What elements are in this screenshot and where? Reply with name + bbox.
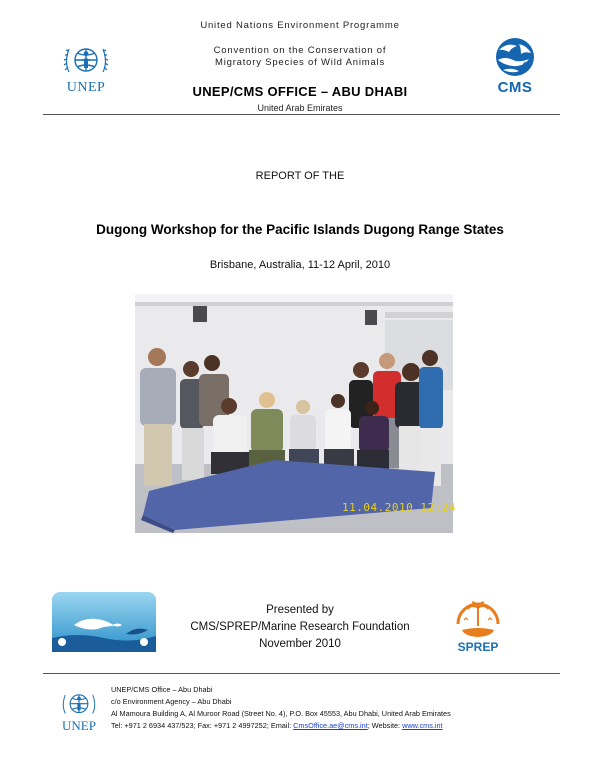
header-convention-line2: Migratory Species of Wild Animals <box>214 57 385 68</box>
report-of-label: REPORT OF THE <box>255 170 345 182</box>
report-title: Dugong Workshop for the Pacific Islands Dugong Range States <box>96 222 504 237</box>
presenting-organizations: CMS/SPREP/Marine Research Foundation <box>190 621 410 633</box>
footer-website-link[interactable]: www.cms.int <box>402 721 443 730</box>
footer-agency: c/o Environment Agency – Abu Dhabi <box>111 697 232 706</box>
footer-contact <box>111 721 443 730</box>
header-country: United Arab Emirates <box>257 103 343 113</box>
header-convention-line1: Convention on the Conservation of <box>213 45 387 56</box>
report-date: November 2010 <box>259 638 341 650</box>
footer-contact-prefix: Tel: +971 2 6934 437/523; Fax: +971 2 4997252; Email: <box>111 721 294 730</box>
header-organization: United Nations Environment Programme <box>200 20 400 31</box>
footer-office: UNEP/CMS Office – Abu Dhabi <box>111 685 213 694</box>
header-office-title: UNEP/CMS OFFICE – ABU DHABI <box>192 84 408 99</box>
footer-divider <box>43 673 560 674</box>
report-location-date: Brisbane, Australia, 11-12 April, 2010 <box>209 259 391 271</box>
sprep-logo-text: SPREP <box>457 640 499 654</box>
footer-email-link[interactable]: CmsOffice.ae@cms.int <box>293 721 368 730</box>
photo-timestamp: 11.04.2010 12:24 <box>342 501 456 514</box>
cms-logo-text: CMS <box>497 79 533 96</box>
footer-address: Al Mamoura Building A, Al Muroor Road (Street No. 4), P.O. Box 45553, Abu Dhabi, United Arab Emirates <box>111 709 451 718</box>
presented-by-label: Presented by <box>266 604 334 616</box>
unep-logo-text: UNEP <box>66 80 106 95</box>
cms-logo-icon <box>489 36 541 80</box>
dugong-mou-logo-icon <box>52 592 156 652</box>
workshop-group-photo <box>135 294 453 533</box>
footer-website-prefix: ; Website: <box>367 721 403 730</box>
sprep-logo-icon <box>448 596 508 654</box>
header-divider <box>43 114 560 115</box>
footer-unep-logo-text: UNEP <box>62 718 96 733</box>
